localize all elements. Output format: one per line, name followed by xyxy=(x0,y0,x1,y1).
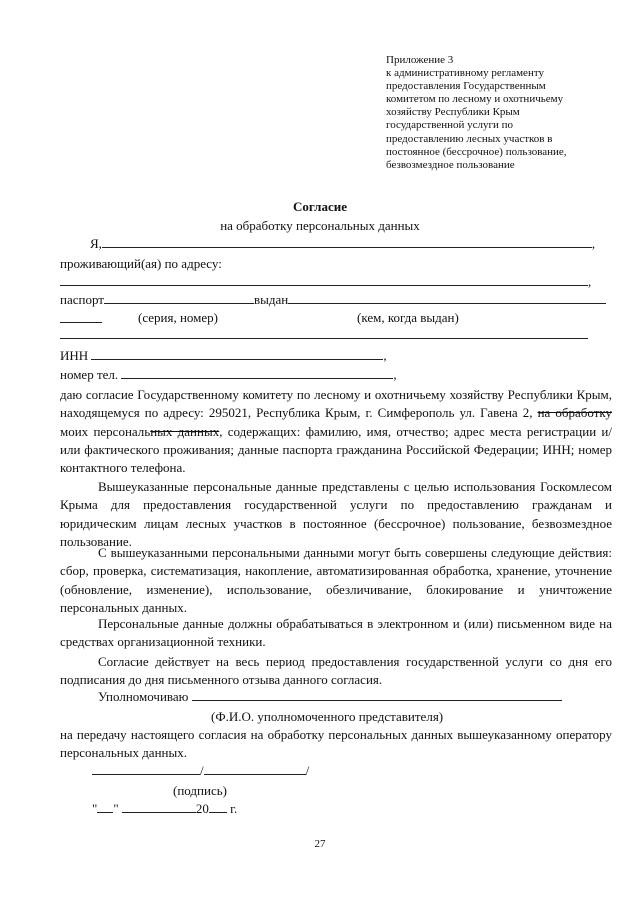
address-row xyxy=(60,274,591,289)
signature-decoding-field[interactable] xyxy=(204,763,306,775)
signature-hint: (подпись) xyxy=(173,783,227,798)
inn-label: ИНН xyxy=(60,348,89,363)
issued-continuation-line[interactable] xyxy=(60,338,588,339)
signature-row xyxy=(92,763,309,778)
consent-paragraph xyxy=(60,386,612,477)
page-number: 27 xyxy=(314,838,326,850)
comma: , xyxy=(591,236,596,251)
document-subtitle: на обработку персональных данных xyxy=(220,218,420,233)
issued-by-field[interactable] xyxy=(288,292,606,304)
authorize-label: Уполномочиваю xyxy=(98,689,189,704)
phone-field[interactable] xyxy=(121,367,393,379)
consent-text: , содержащих: фамилию, имя, отчество; адрес места регистрации и/или фактического проживания; данные паспорта гражданина Российской Федерации; ИНН; номер контактного телефона. xyxy=(60,423,612,476)
appendix-header xyxy=(386,54,616,172)
appendix-line: хозяйству Республики Крым xyxy=(386,106,520,119)
quote: " xyxy=(113,801,119,816)
slash: / xyxy=(200,763,204,778)
day-field[interactable] xyxy=(97,801,113,813)
slash: / xyxy=(305,763,310,778)
consent-text: моих персональ xyxy=(60,423,151,439)
purpose-paragraph xyxy=(60,478,612,551)
processing-text: Персональные данные должны обрабатываться в электронном и (или) письменном виде на средствах организационной техники. xyxy=(60,616,612,650)
appendix-line: государственной услуги по xyxy=(386,119,514,132)
name-row xyxy=(90,236,595,251)
address-label: проживающий(ая) по адресу: xyxy=(60,256,222,271)
comma: , xyxy=(383,348,387,363)
month-field[interactable] xyxy=(122,801,196,813)
appendix-line: безвозмездное пользование xyxy=(386,158,515,171)
year-prefix: 20 xyxy=(195,801,209,816)
appendix-line: к административному регламенту xyxy=(386,67,544,80)
processing-paragraph xyxy=(60,615,612,652)
validity-text: Согласие действует на весь период предоставления государственной услуги со дня его подписания до дня письменного отзыва данного согласия. xyxy=(60,654,612,688)
date-row xyxy=(92,801,237,816)
quote: " xyxy=(92,801,98,816)
purpose-text: Вышеуказанные персональные данные представлены с целью использования Госкомлесом Крыма для предоставления государственной услуги по предоставлению гражданам и юридическим лицам лесных участков в постоянное (бессрочное) пользование, безвозмездное пользование. xyxy=(60,479,612,549)
actions-text: С вышеуказанными персональными данными могут быть совершены следующие действия: сбор, проверка, систематизация, накопление, автоматизированная обработка, хранение, уточнение (обновление, изменение), использование, обезличивание, блокирование и уничтожение персональных данных. xyxy=(60,545,612,615)
passport-number-field[interactable] xyxy=(104,292,254,304)
i-label: Я, xyxy=(90,236,102,251)
appendix-line: комитетом по лесному и охотничьему xyxy=(386,93,564,106)
full-name-field[interactable] xyxy=(102,236,592,248)
comma: , xyxy=(393,367,397,382)
representative-hint: (Ф.И.О. уполномоченного представителя) xyxy=(211,709,444,724)
authorize-row xyxy=(98,689,562,704)
comma: , xyxy=(588,274,592,289)
passport-label: паспорт xyxy=(60,292,104,307)
inn-field[interactable] xyxy=(91,348,383,360)
year-suffix: г. xyxy=(230,801,238,816)
address-field[interactable] xyxy=(60,274,588,286)
actions-paragraph xyxy=(60,544,612,617)
issued-hint: (кем, когда выдан) xyxy=(357,310,459,325)
transfer-paragraph: на передачу настоящего согласия на обработку персональных данных вышеуказанному оператору персональных данных. xyxy=(60,727,612,761)
series-hint: (серия, номер) xyxy=(138,310,218,325)
appendix-line: предоставлению лесных участков в xyxy=(386,132,553,145)
issued-label: выдан xyxy=(253,292,289,307)
appendix-line: постоянное (бессрочное) пользование, xyxy=(386,145,567,158)
phone-row xyxy=(60,367,397,382)
passport-row xyxy=(60,292,606,307)
document-title: Согласие xyxy=(293,199,347,214)
consent-text: даю согласие Государственному комитету по лесному и охотничьему хозяйству Республики Крым, находящемуся по адресу: 295021, Республика Крым, г. Симферополь ул. Гавена 2, xyxy=(60,387,612,421)
signature-field[interactable] xyxy=(92,763,200,775)
passport-continuation-line[interactable] xyxy=(60,322,102,323)
representative-field[interactable] xyxy=(192,689,562,701)
struck-text: на обработку xyxy=(537,405,613,421)
phone-label: номер тел. xyxy=(60,367,119,382)
appendix-line: предоставления Государственным xyxy=(386,80,546,93)
validity-paragraph xyxy=(60,653,612,690)
year-field[interactable] xyxy=(209,801,227,813)
appendix-line: Приложение 3 xyxy=(386,54,454,66)
inn-row xyxy=(60,348,387,363)
struck-text: ных данных xyxy=(150,423,220,439)
